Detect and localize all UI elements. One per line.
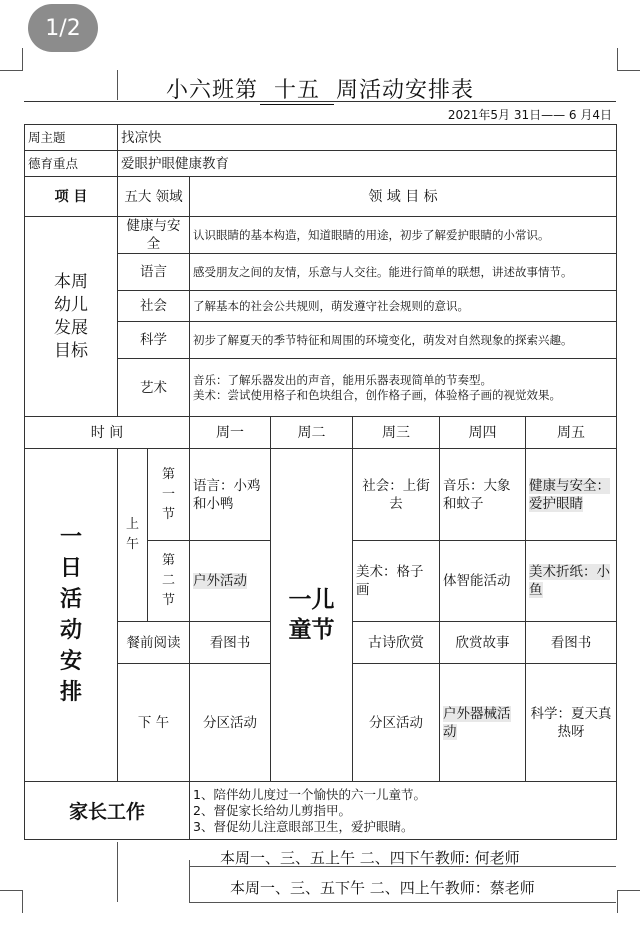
wed-afternoon: 分区活动 — [353, 664, 440, 782]
goal-science: 初步了解夏天的季节特征和周围的环境变化，萌发对自然现象的探索兴趣。 — [190, 322, 617, 359]
col-item-header: 项 目 — [25, 177, 118, 217]
day-header-thu: 周四 — [440, 417, 526, 449]
crop-mark-top-right — [617, 48, 640, 71]
daily-schedule-label: 一日活动安排 — [25, 449, 118, 782]
thu-period1: 音乐：大象和蚊子 — [440, 449, 526, 541]
teacher-line-2: 本周一、三、五下午 二、四上午教师：蔡老师 — [230, 879, 535, 897]
period1-label: 第一节 — [148, 449, 190, 541]
fri-period2: 美术折纸：小鱼 — [526, 541, 617, 622]
wed-period2: 美术：格子画 — [353, 541, 440, 622]
day-header-tue: 周二 — [271, 417, 353, 449]
teacher-line-1: 本周一、三、五上午 二、四下午教师: 何老师 — [220, 849, 520, 867]
moral-value: 爱眼护眼健康教育 — [118, 151, 617, 177]
domain-science: 科学 — [118, 322, 190, 359]
domain-health: 健康与安全 — [118, 217, 190, 254]
parent-item: 1、陪伴幼儿度过一个愉快的六一儿童节。 — [193, 786, 426, 802]
col-domain-header: 五大 领域 — [118, 177, 190, 217]
title-rule — [24, 101, 616, 102]
day-header-fri: 周五 — [526, 417, 617, 449]
domain-society: 社会 — [118, 291, 190, 322]
wed-reading: 古诗欣赏 — [353, 622, 440, 664]
mon-reading: 看图书 — [190, 622, 271, 664]
date-range: 2021年5月 31日—— 6 月4日 — [447, 108, 612, 122]
goal-art-fine: 美术：尝试使用格子和色块组合，创作格子画，体验格子画的视觉效果。 — [193, 387, 561, 402]
parent-item: 3、督促幼儿注意眼部卫生，爱护眼睛。 — [193, 818, 414, 834]
fri-afternoon: 科学：夏天真热呀 — [526, 664, 617, 782]
day-header-mon: 周一 — [190, 417, 271, 449]
fri-period1: 健康与安全：爱护眼睛 — [526, 449, 617, 541]
mon-period1: 语言：小鸡和小鸭 — [190, 449, 271, 541]
document-title: 小六班第 十五 周活动安排表 — [0, 73, 640, 105]
day-header-wed: 周三 — [353, 417, 440, 449]
goal-art-music: 音乐：了解乐器发出的声音，能用乐器表现简单的节奏型。 — [193, 372, 492, 387]
moral-label: 德育重点 — [25, 151, 118, 177]
time-header: 时 间 — [25, 417, 190, 449]
schedule-table — [24, 124, 617, 840]
wed-period1: 社会：上街去 — [353, 449, 440, 541]
week-number: 十五 — [260, 73, 334, 105]
mon-afternoon: 分区活动 — [190, 664, 271, 782]
thu-reading: 欣赏故事 — [440, 622, 526, 664]
mon-period2: 户外活动 — [190, 541, 271, 622]
signature-rule — [189, 902, 616, 903]
goal-health: 认识眼睛的基本构造，知道眼睛的用途，初步了解爱护眼睛的小常识。 — [190, 217, 617, 254]
page-indicator-badge[interactable]: 1/2 — [28, 4, 98, 52]
weekly-goals-label: 本周幼儿发展目标 — [25, 217, 118, 417]
fri-reading: 看图书 — [526, 622, 617, 664]
crop-mark-top-left — [0, 48, 23, 71]
domain-art: 艺术 — [118, 359, 190, 417]
thu-period2: 体智能活动 — [440, 541, 526, 622]
tue-childrens-day: 一儿童节 — [271, 449, 353, 782]
crop-mark-bottom-right — [617, 890, 640, 913]
reading-label: 餐前阅读 — [118, 622, 190, 664]
parent-work-label: 家长工作 — [25, 782, 190, 840]
goal-society: 了解基本的社会公共规则，萌发遵守社会规则的意识。 — [190, 291, 617, 322]
theme-label: 周主题 — [25, 125, 118, 151]
col-target-header: 领 域 目 标 — [190, 177, 617, 217]
parent-work-list — [190, 782, 617, 840]
theme-value: 找凉快 — [118, 125, 617, 151]
afternoon-label: 下 午 — [118, 664, 190, 782]
margin-line — [117, 842, 118, 902]
goal-art — [190, 359, 617, 417]
morning-label: 上午 — [118, 449, 148, 622]
thu-afternoon: 户外器械活动 — [440, 664, 526, 782]
goal-language: 感受朋友之间的友情，乐意与人交往。能进行简单的联想，讲述故事情节。 — [190, 254, 617, 291]
period2-label: 第二节 — [148, 541, 190, 622]
crop-mark-bottom-left — [0, 890, 23, 913]
parent-item: 2、督促家长给幼儿剪指甲。 — [193, 802, 351, 818]
signature-rule — [189, 866, 616, 867]
domain-language: 语言 — [118, 254, 190, 291]
